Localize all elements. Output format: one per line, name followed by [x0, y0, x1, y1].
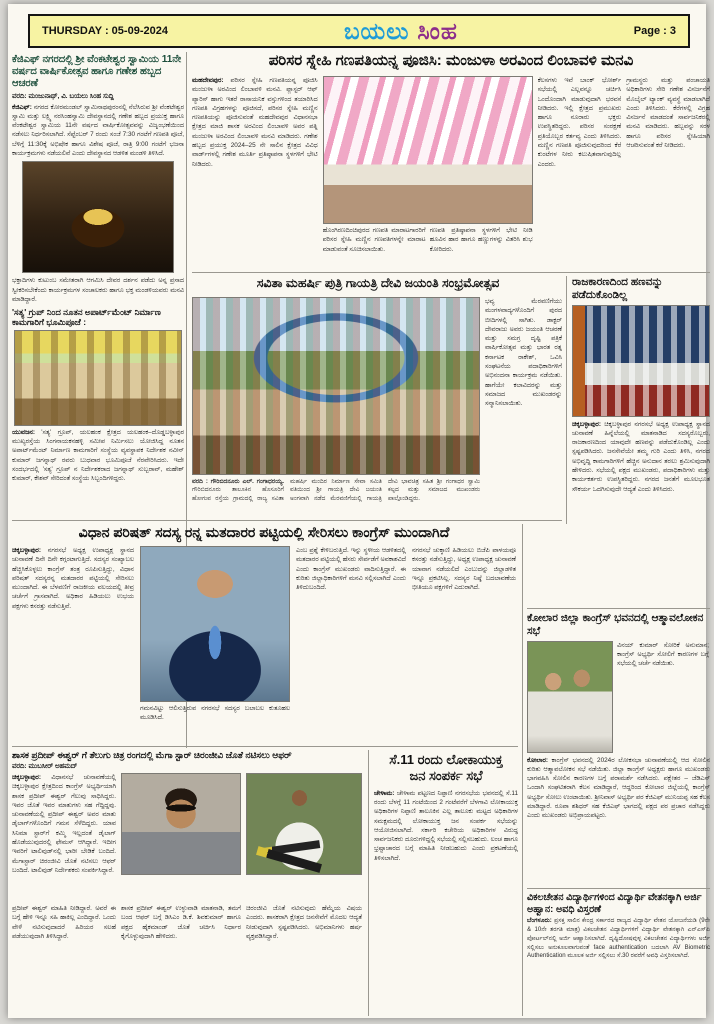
page-number: Page : 3	[633, 25, 676, 37]
article-pradeep-lead: ಚಿಕ್ಕಬಳ್ಳಾಪುರ:	[12, 773, 41, 781]
article-parishat-col1: ಚಿಕ್ಕಬಳ್ಳಾಪುರ: ನಗರಸಭೆ ಅಧ್ಯಕ್ಷ ಉಪಾಧ್ಯಕ್ಷ ಸ್ಥಾನದ ಚುನಾವಣೆ ದಿನೇ ದಿನೇ ಕಗ್ಗಂಟಾಗುತ್ತಿದೆ. ಸದಸ್ಯರ ಸಂಖ್ಯಾಬಲ ಹೆಚ್ಚಿಸಿಕೊಳ್ಳಲು ಕಾಂಗ್ರೆಸ್ ತಂತ್ರ ರೂಪಿಸುತ್ತಿದ್ದು, ವಿಧಾನ ಪರಿಷತ್ ಸದಸ್ಯರನ್ನ ಮತದಾರರ ಪಟ್ಟಿಯಲ್ಲಿ ಸೇರಿಸಲು ಮುಂದಾಗಿದೆ. ಈ ಬೆಳವಣಿಗೆ ರಾಜಕೀಯ ವಲಯದಲ್ಲಿ ತೀವ್ರ ಚರ್ಚೆಗೆ ಗ್ರಾಸವಾಗಿದೆ. ಅಧಿಕಾರ ಹಿಡಿಯಲು ಉಭಯ ಪಕ್ಷಗಳು ಕಸರತ್ತು ನಡೆಸುತ್ತಿವೆ.	[12, 547, 134, 610]
section-rule	[527, 888, 710, 889]
article-ganapati-headline: ಪರಿಸರ ಸ್ನೇಹಿ ಗಣಪತಿಯನ್ನ ಪೂಜಿಸಿ: ಮಂಜುಳಾ ಅರವಿಂದ ಲಿಂಬಾವಳಿ ಮನವಿ	[268, 52, 634, 69]
article-ganapati-col5: ಗ್ರಾಮಸ್ಥರು ಮತ್ತು ಪಂಚಾಯತಿ ಅಧಿಕಾರಿಗಳು ಸೇರಿ ಗಣೇಶ ವಿಸರ್ಜನೆಗೆ ಮೊಬೈಲ್ ಟ್ಯಾಂಕ್ ವ್ಯವಸ್ಥೆ ಮಾಡಲಾಗಿದೆ ಎಂದು ತಿಳಿಸಿದರು. ಕೆರೆಗಳಲ್ಲಿ ವಿಗ್ರಹ ವಿಸರ್ಜನೆ ಮಾಡದಂತೆ ಸಾರ್ವಜನಿಕರಲ್ಲಿ ಮನವಿ ಮಾಡಿದರು. ಹಬ್ಬವನ್ನು ಸರಳ ಹಾಗೂ ಪರಿಸರ ಸ್ನೇಹಿಯಾಗಿ ಆಚರಿಸುವಂತೆ ಕರೆ ನೀಡಿದರು.	[626, 77, 710, 149]
article-vikala-body: ಬೆಂಗಳೂರು: ಪ್ರಸಕ್ತ ಸಾಲಿನ ಕೇಂದ್ರ ಸರ್ಕಾರದ ರಾಜ್ಯದ ವಿದ್ಯಾರ್ಥಿ ವೇತನ ಯೋಜನೆಯಡಿ (9ನೇ & 10ನೇ ತರಗತಿ ಮಾತ್ರ) ವಿಕಲಚೇತನ ವಿದ್ಯಾರ್ಥಿಗಳಿಗೆ ವಿದ್ಯಾರ್ಥಿ ವೇತನಕ್ಕಾಗಿ ಎನ್ಎಸ್‌ಪಿ ಪೋರ್ಟಲ್‌ನಲ್ಲಿ ಅರ್ಜಿ ಆಹ್ವಾನಿಸಲಾಗಿದೆ. ದೃಷ್ಟಿದೋಷವುಳ್ಳ ವಿಕಲಚೇತನ ವಿದ್ಯಾರ್ಥಿಗಳು ಅರ್ಜಿ ಸಲ್ಲಿಸಲು ಅನುಕೂಲವಾಗುವಂತೆ face authentication ಬದಲಾಗಿ AV Biometric Authentication ಮೂಲಕ ಅರ್ಜಿ ಸಲ್ಲಿಸಲು ಸೆ.30 ರವರೆಗೆ ಅವಧಿ ವಿಸ್ತರಿಸಲಾಗಿದೆ.	[527, 917, 710, 960]
newspaper-title-word2: ಸಿಂಹ	[417, 17, 458, 44]
mlc-portrait-photo	[140, 546, 290, 702]
article-ganapati-col1: ಮಹದೇವಪುರ: ಪರಿಸರ ಸ್ನೇಹಿ ಗಣಪತಿಯನ್ನ ಪೂಜಿಸಿ ಮಂಜುಳಾ ಅರವಿಂದ ಲಿಂಬಾವಳಿ ಮನವಿ. ಪ್ಲಾಸ್ಟರ್ ಆಫ್ ಪ್ಯಾರಿಸ್ ಹಾಗು ಇತರೆ ರಾಸಾಯನಿಕ ವಸ್ತುಗಳಿಂದ ತಯಾರಿಸಿದ ಗಣಪತಿ ವಿಗ್ರಹಗಳನ್ನು ಪೂಜಿಸದೆ, ಪರಿಸರ ಸ್ನೇಹಿ ಮಣ್ಣಿನ ಗಣಪತಿಯನ್ನು ಪೂಜಿಸುವಂತೆ ಮಹದೇವಪುರ ವಿಧಾನಸಭಾ ಕ್ಷೇತ್ರದ ಮಾಜಿ ಶಾಸಕ ಅರವಿಂದ ಲಿಂಬಾವಳಿ ಅವರ ಪತ್ನಿ ಮಂಜುಳಾ ಅರವಿಂದ ಲಿಂಬಾವಳಿ ಮನವಿ ಮಾಡಿದರು. ಗಣೇಶ ಹಬ್ಬದ ಪ್ರಯುಕ್ತ 2024–25 ನೇ ಸಾಲಿನ ಕ್ಷೇತ್ರದ ವಿವಿಧ ವಾರ್ಡ್‌ಗಳಲ್ಲಿ ಗಣೇಶ ಮೂರ್ತಿ ಪ್ರತಿಷ್ಠಾಪನಾ ಸ್ಥಳಗಳಿಗೆ ಭೇಟಿ ನೀಡಿದರು.	[192, 77, 318, 168]
section-rule	[12, 746, 518, 747]
article-vikala	[527, 892, 710, 1016]
article-kolara-side: ವಿನಯ್ ಕುಮಾರ್ ಸೋರಿಕೆ ಅನುಮಾನ; ಕಾಂಗ್ರೆಸ್ ಅಭ್ಯರ್ಥಿ ಸೋಲಿಗೆ ಕಾರಣಗಳ ಬಗ್ಗೆ ಸಭೆಯಲ್ಲಿ ಚರ್ಚೆ ನಡೆಯಿತು.	[617, 641, 709, 668]
column-rule	[522, 524, 523, 1016]
newspaper-title-word1: ಬಯಲು	[343, 17, 410, 44]
section-rule	[527, 608, 710, 609]
article-vikala-headline: ವಿಕಲಚೇತನ ವಿದ್ಯಾರ್ಥಿಗಳಿಂದ ವಿದ್ಯಾರ್ಥಿ ವೇತನಕ್ಕಾಗಿ ಅರ್ಜಿ ಅಹ್ವಾನ: ಅವಧಿ ವಿಸ್ತರಣೆ	[527, 892, 702, 915]
article-kgf-body2: ಭಕ್ತಾದಿಗಳು ಕುಟುಂಬ ಸಮೇತರಾಗಿ ಆಗಮಿಸಿ ದೇವರ ದರ್ಶನ ಪಡೆದು ಅನ್ನ ಪ್ರಸಾದ ಸ್ವೀಕರಿಸಬೇಕೆಂದು ಕಾರ್ಯಕ್ರಮಗಳ ಸಂಚಾಲಕರು ಹಾಗೂ ಭಕ್ತ ಮಂಡಳಿಯವರು ಮನವಿ ಮಾಡಿದ್ದಾರೆ.	[12, 277, 184, 303]
bhoomi-pooja-photo	[14, 330, 182, 426]
article-lokayukta-lead: ಚೇಳಾಮ:	[374, 789, 395, 797]
ganesh-event-photo	[323, 76, 533, 224]
article-parishat-body	[12, 546, 516, 744]
section-rule	[12, 520, 562, 521]
article-ganapati-subcol2: ಗಣಪತಿ ಪ್ರತಿಷ್ಠಾಪನಾ ಸ್ಥಳಗಳಿಗೆ ಭೇಟಿ ನೀಡಿ ಹೂವಿನ ಹಾರ ಹಾಗೂ ಹಣ್ಣುಗಳನ್ನು ವಿತರಿಸಿ ಶುಭ ಕೋರಿದರು.	[429, 227, 533, 253]
article-pradeep-headline: ಶಾಸಕ ಪ್ರದೀಪ್ ಈಶ್ವರ್ ಗೆ ತೆಲುಗು ಚಿತ್ರ ರಂಗದಲ್ಲಿ ಮೆಗಾ ಸ್ಟಾರ್ ಚಿರಂಜೀವಿ ಜೊತೆ ನಟಿಸಲು ಆಫರ್	[12, 750, 292, 760]
article-rajakarana-headline: ರಾಜಕಾರಣದಿಂದ ಹಣವನ್ನು ಪಡೆದುಕೊಂಡಿಲ್ಲ	[572, 276, 663, 301]
article-pradeep-byline: ವರದಿ: ಮುಬಸೀರ್ ಅಹಮದ್	[12, 762, 78, 770]
article-ganapati-lead: ಮಹದೇವಪುರ:	[192, 77, 224, 84]
article-kgf-temple	[12, 54, 184, 518]
column-rule	[368, 750, 369, 1016]
article-rajakarana-body: ಚಿಕ್ಕಬಳ್ಳಾಪುರ: ಚಿಕ್ಕಬಳ್ಳಾಪುರ ನಗರಸಭೆ ಅಧ್ಯಕ್ಷ ಉಪಾಧ್ಯಕ್ಷ ಸ್ಥಾನದ ಚುನಾವಣೆ ಹಿನ್ನೆಲೆಯಲ್ಲಿ ಮಾತನಾಡಿದ ಸದಸ್ಯರೊಬ್ಬರು, ರಾಜಕಾರಣದಿಂದ ಯಾವುದೇ ಹಣವನ್ನು ಪಡೆದುಕೊಂಡಿಲ್ಲ ಎಂದು ಸ್ಪಷ್ಟಪಡಿಸಿದರು. ಜನಸೇವೆಯೇ ತಮ್ಮ ಗುರಿ ಎಂದು ತಿಳಿಸಿ, ನಗರದ ಅಭಿವೃದ್ಧಿ ಕಾಮಗಾರಿಗಳಿಗೆ ಹೆಚ್ಚಿನ ಅನುದಾನ ತರಲು ಶ್ರಮಿಸುವುದಾಗಿ ಹೇಳಿದರು. ಸಭೆಯಲ್ಲಿ ಪಕ್ಷದ ಮುಖಂಡರು, ಪದಾಧಿಕಾರಿಗಳು ಮತ್ತು ಕಾರ್ಯಕರ್ತರು ಉಪಸ್ಥಿತರಿದ್ದರು. ನಗರದ ಜನತೆಗೆ ಮೂಲಭೂತ ಸೌಕರ್ಯ ಒದಗಿಸುವುದೇ ಆದ್ಯತೆ ಎಂದು ತಿಳಿಸಿದರು.	[572, 420, 710, 493]
article-parishat-headline: ವಿಧಾನ ಪರಿಷತ್ ಸದಸ್ಯ ರನ್ನ ಮತದಾರರ ಪಟ್ಟಿಯಲ್ಲಿ ಸೇರಿಸಲು ಕಾಂಗ್ರೆಸ್ ಮುಂದಾಗಿದೆ	[78, 524, 450, 540]
article-kolara-body: ಕೋಲಾರ: ಕಾಂಗ್ರೆಸ್ ಭವನದಲ್ಲಿ 2024ರ ಲೋಕಸಭಾ ಚುನಾವಣೆಯಲ್ಲಿ ಆದ ಸೋಲಿನ ಕುರಿತು ಆತ್ಮಾವಲೋಕನ ಸಭೆ ನಡೆಯಿತು. ಜಿಲ್ಲಾ ಕಾಂಗ್ರೆಸ್ ಅಧ್ಯಕ್ಷರು ಹಾಗೂ ಮುಖಂಡರು ಭಾಗವಹಿಸಿ ಸೋಲಿನ ಕಾರಣಗಳ ಬಗ್ಗೆ ಪರಾಮರ್ಶೆ ನಡೆಸಿದರು. ಪಕ್ಷೇತರ – ಜೆಡಿಎಸ್ ಒಂದಾಗಿ ಸಂಘಟಿತರಾಗಿ ಕೆಲಸ ಮಾಡಿದ್ದಾರೆ, ಆದ್ದರಿಂದ ಕೋಲಾರ ಜಿಲ್ಲೆಯಲ್ಲಿ ಕಾಂಗ್ರೆಸ್ ಅಭ್ಯರ್ಥಿ ಸೋಲು ಉಂಟಾಯಿತು. ಶ್ರೀನಿವಾಸ್ ಅಭ್ಯರ್ಥಿ ಪರ ಕೆಜಿಎಫ್ ಮುನಿಯಪ್ಪ ಸಹ ಕೆಲಸ ಮಾಡಿದ್ದಾರೆ. ರೂಪಾ ಶಶಿಧರ್ ಸಹ ಕೆಜಿಎಫ್ ಭಾಗದಲ್ಲಿ ಪಕ್ಷದ ಪರ ಪ್ರಚಾರ ನಡೆಸಿದ್ದರು ಎಂದು ಮುಖಂಡರು ಅಭಿಪ್ರಾಯಪಟ್ಟರು.	[527, 756, 710, 820]
article-pradeep	[12, 750, 364, 1016]
article-rajakarana-lead: ಚಿಕ್ಕಬಳ್ಳಾಪುರ:	[572, 420, 601, 428]
article-ganapati-center	[323, 76, 533, 270]
article-parishat-photo-col	[140, 546, 290, 744]
article-satya-body: ಯುವಜನ: 'ಸತ್ಯ' ಗ್ರೂಪ್, ಯಲಹಂಕ ಕ್ಷೇತ್ರದ ಯಲಹಂಕ–ದೊಡ್ಡಬಳ್ಳಾಪುರ ಮುಖ್ಯರಸ್ತೆಯ ಸಿಂಗನಾಯಕನಹಳ್ಳಿ ಸಮೀಪ ನಿರ್ಮಿಸಲು ಯೋಜಿಸಿದ್ದ ನೂತನ ಅಪಾರ್ಟ್‌ಮೆಂಟ್ ನಿರ್ಮಾಣ ಕಾಮಗಾರಿಗೆ ಸಂಸ್ಥೆಯ ವ್ಯವಸ್ಥಾಪಕ ನಿರ್ದೇಶಕ ನವೀನ್ ಕುಮಾರ್ ಜಗನ್ನಾಥ್ ರವರು ಬುಧವಾರ ಭೂಮಿಪೂಜೆ ನೆರವೇರಿಸಿದರು. ಇದೇ ಸಂದರ್ಭದಲ್ಲಿ 'ಸತ್ಯ' ಗ್ರೂಪ್ ನ ನಿರ್ದೇಶಕರಾದ ಜಗನ್ನಾಥ್ ಸುಬ್ಬರಾವ್, ಮಹೇಶ್ ಕುಮಾರ್, ಕೇಶವ್ ಸೇರಿದಂತೆ ಸಂಸ್ಥೆಯ ಸಿಬ್ಬಂದಿಗಳಿದ್ದರು.	[12, 428, 184, 483]
congress-office-photo	[527, 641, 613, 753]
meeting-dais-photo	[572, 305, 710, 417]
article-pradeep-col3: ಶಾಸಕ ಪ್ರದೀಪ್ ಈಶ್ವರ್ ಉಳ್ಳುವಾಡಿ ಮಾತನಾಡಿ, ತಮಗೆ ಬಂದ ಆಫರ್ ಬಗ್ಗೆ ಡಿಸಿಎಂ ಡಿ.ಕೆ. ಶಿವಕುಮಾರ್ ಹಾಗೂ ಪಕ್ಷದ ಹೈಕಮಾಂಡ್ ಜೊತೆ ಚರ್ಚಿಸಿ ನಿರ್ಧಾರ ಕೈಗೊಳ್ಳುವುದಾಗಿ ಹೇಳಿದರು.	[121, 904, 241, 940]
article-satya-lead: ಯುವಜನ:	[12, 428, 35, 436]
article-parishat-lead: ಚಿಕ್ಕಬಳ್ಳಾಪುರ:	[12, 547, 41, 554]
deity-idol-photo	[22, 161, 174, 273]
edition-date: THURSDAY : 05-09-2024	[42, 25, 168, 37]
article-lokayukta	[374, 752, 518, 1016]
article-pradeep-col4: ಚಿರಂಜೀವಿ ಜೊತೆ ನಟಿಸುವುದು ಹೆಮ್ಮೆಯ ವಿಷಯ ಎಂದರು. ಶಾಸಕರಾಗಿ ಕ್ಷೇತ್ರದ ಜನಸೇವೆಗೆ ಮೊದಲ ಆದ್ಯತೆ ನೀಡುವುದಾಗಿ ಸ್ಪಷ್ಟಪಡಿಸಿದರು. ಅಭಿಮಾನಿಗಳು ಹರ್ಷ ವ್ಯಕ್ತಪಡಿಸಿದ್ದಾರೆ.	[246, 904, 362, 940]
article-lokayukta-headline: ಸೆ.11 ರಂದು ಲೋಕಾಯುಕ್ತ ಜನ ಸಂಪರ್ಕ ಸಭೆ	[389, 752, 503, 783]
article-parishat-col2: ಗಮನವಿಟ್ಟು ಆಲಿಸುತ್ತಿರುವ ನಗರಸಭೆ ಸದಸ್ಯರ ಬಲಾಬಲ ಕುತೂಹಲ ಮೂಡಿಸಿದೆ.	[140, 705, 290, 722]
article-savita-caption-lead: ವರದಿ : ಗೌರಿಬಿದನೂರು ಎಲ್. ಗಂಗಾಧರಯ್ಯ.	[192, 479, 284, 485]
article-parishat-col3: ಎಂಬ ಪ್ರಶ್ನೆ ಕೇಳಿಬರುತ್ತಿದೆ. ಇನ್ನು ಸ್ಥಳೀಯ ಆಡಳಿತದಲ್ಲಿ ಮತದಾರರ ಪಟ್ಟಿಯಲ್ಲಿ ಹೆಸರು ಸೇರ್ಪಡೆಗೆ ಅವಕಾಶವಿದೆ ಎಂದು ಕಾಂಗ್ರೆಸ್ ಮುಖಂಡರು ವಾದಿಸುತ್ತಿದ್ದಾರೆ. ಈ ಕುರಿತು ಜಿಲ್ಲಾಧಿಕಾರಿಗಳಿಗೆ ಮನವಿ ಸಲ್ಲಿಸಲಾಗಿದೆ ಎಂದು ತಿಳಿದುಬಂದಿದೆ.	[296, 547, 406, 592]
section-rule	[192, 272, 710, 273]
article-ganapati-subcol1: ಹೊಂಗಿರಣದಿಂಚಿಪುರದ ಗಣಪತಿ ಮಾರಾಟಗಾರರಿಗೆ ಪರಿಸರ ಸ್ನೇಹಿ ಮಣ್ಣಿನ ಗಣಪತಿಗಳನ್ನೇ ಮಾರಾಟ ಮಾಡುವಂತೆ ಸೂಚಿಸಲಾಯಿತು.	[322, 227, 426, 253]
article-kgf-headline: ಕೆಜಿಎಫ್ ನಗರದಲ್ಲಿ ಶ್ರೀ ವೆಂಕಟೇಶ್ವರ ಸ್ವಾಮಿಯ 11ನೇ ವರ್ಷದ ವಾರ್ಷಿಕೋತ್ಸವ ಹಾಗೂ ಗಣೇಶ ಹಬ್ಬದ ಆಚರಣೆ	[12, 54, 182, 90]
article-kolara	[527, 612, 710, 884]
article-savita-caption: ವರದಿ : ಗೌರಿಬಿದನೂರು ಎಲ್. ಗಂಗಾಧರಯ್ಯ. ಗೌರಿಬಿದನೂರು ತಾಲೂಕಿನ ಹೊಸೂರಿಗೆ ಹೋಗುವ ರಸ್ತೆಯ ಗ್ರಾಮದಲ್ಲಿ ರಾಜ್ಯ ಸವಿತಾ ಮಹರ್ಷಿ ಮಂದಿರ ನಿರ್ಮಾಣ ಸೇವಾ ಸಮಿತಿ ವತಿಯಿಂದ ಶ್ರೀ ಗಾಯತ್ರಿ ದೇವಿ ಜಯಂತಿ ಅಂಗವಾಗಿ ನಡೆದ ಮೆರವಣಿಗೆಯಲ್ಲಿ ಗಾಯತ್ರಿ ದೇವಿ ಭಾವಚಿತ್ರ ಸಹಿತ ಶ್ರೀ ಗಂಗಾಧರ ಸ್ವಾಮಿ ಕಲ್ಪದ ಮತ್ತು ಸಮಾಜದ ಮುಖಂಡರು ಪಾಲ್ಗೊಂಡಿದ್ದರು.	[192, 479, 480, 502]
masthead-banner	[28, 14, 690, 48]
article-savita-headline: ಸವಿತಾ ಮಹರ್ಷಿ ಪುತ್ರಿ ಗಾಯತ್ರಿ ದೇವಿ ಜಯಂತಿ ಸಂಭ್ರಮೋತ್ಸವ	[256, 276, 500, 290]
newspaper-page	[8, 4, 710, 1018]
article-kolara-headline: ಕೋಲಾರ ಜಿಲ್ಲಾ ಕಾಂಗ್ರೆಸ್ ಭವನದಲ್ಲಿ ಆತ್ಮಾವಲೋಕನ ಸಭೆ	[527, 612, 704, 637]
mla-speaking-photo	[246, 773, 362, 875]
article-rajakarana	[572, 276, 710, 606]
article-kgf-body: ಕೆಜಿಎಫ್: ನಗರದ ಕೋರಮಂಡಲ್ ಸ್ವಾಮಿನಾಥಪುರಂನಲ್ಲಿ ನೆಲೆಸಿರುವ ಶ್ರೀ ವೆಂಕಟೇಶ್ವರ ಸ್ವಾಮಿ ಮತ್ತು ಲಕ್ಷ್ಮಿ ನರಸಿಂಹಸ್ವಾಮಿ ದೇವಸ್ಥಾನದಲ್ಲಿ ಗಣೇಶ ಹಬ್ಬದ ಪ್ರಯುಕ್ತ ಹಾಗೂ ವೆಂಕಟೇಶ್ವರ ಸ್ವಾಮಿಯ 11ನೇ ವರ್ಷದ ವಾರ್ಷಿಕೋತ್ಸವವನ್ನು ವಿಜೃಂಭಣೆಯಿಂದ ನಡೆಸಲು ನಿರ್ಧರಿಸಲಾಗಿದೆ. ಸೆಪ್ಟೆಂಬರ್ 7 ರಂದು ಸಂಜೆ 7:30 ಗಂಟೆಗೆ ಗಣಪತಿ ಪೂಜೆ, ಬೆಳಿಗ್ಗೆ 11:30ಕ್ಕೆ ಅಭಿಷೇಕ ಹಾಗೂ ವಿಶೇಷ ಪೂಜೆ, ರಾತ್ರಿ 9:00 ಗಂಟೆಗೆ ಭಜನಾ ಕಾರ್ಯಕ್ರಮಗಳು ನಡೆಯಲಿವೆ ಎಂದು ದೇವಸ್ಥಾನದ ಆಡಳಿತ ಮಂಡಳಿ ತಿಳಿಸಿದೆ.	[12, 103, 184, 157]
article-lokayukta-body: ಚೇಳಾಮ: ಚೇಳಾಮ ಪಟ್ಟಣದ ನಿಪ್ಪಾಣಿ ನಗರಸಭೆಯ ಭವನದಲ್ಲಿ ಸೆ.11 ರಂದು ಬೆಳಗ್ಗೆ 11 ಗಂಟೆಯಿಂದ 2 ಗಂಟೆವರೆಗೆ ಬೆಳಗಾವಿ ಲೋಕಾಯುಕ್ತ ಅಧಿಕಾರಿಗಳ ನಿಪ್ಪಾಣಿ ತಾಲೂಕಿನ ಎಲ್ಲ ತಾಲೂಕು ಮಟ್ಟದ ಅಧಿಕಾರಿಗಳ ಸಮಕ್ಷಮದಲ್ಲಿ ಲೋಕಾಯುಕ್ತ ಜನ ಸಂಪರ್ಕ ಸಭೆಯನ್ನು ಆಯೋಜಿಸಲಾಗಿದೆ. ಸರ್ಕಾರಿ ಕಚೇರಿಯ ಅಧಿಕಾರಿಗಳ ವಿರುದ್ಧ ಸಾರ್ವಜನಿಕರು ದೂರುಗಳಿದ್ದಲ್ಲಿ ಸಭೆಯಲ್ಲಿ ಸಲ್ಲಿಸಬಹುದು. ಲಂಚ ಹಾಗೂ ಭ್ರಷ್ಟಾಚಾರದ ಬಗ್ಗೆ ಮಾಹಿತಿ ನೀಡಬಹುದು ಎಂದು ಪ್ರಕಟಣೆಯಲ್ಲಿ ತಿಳಿಸಲಾಗಿದೆ.	[374, 789, 518, 862]
article-savita-side: ಭವ್ಯ ಮೆರವಣಿಗೆಯು ಮಂಗಳವಾದ್ಯಗಳೊಂದಿಗೆ ಪುರದ ಬೀದಿಗಳಲ್ಲಿ ಸಾಗಿತು. ಡಾಕ್ಟರ್ ದೇವರಾಜು ಅವರು ಜಯಂತಿ ಆಚರಣೆ ಮತ್ತು ಸಮಗ್ರ ದೃಷ್ಟಿ ಪತ್ರಿಕೆ ವಾರ್ಷಿಕೋತ್ಸವ ಮತ್ತು ಭಾರತ ರತ್ನ ಕರ್ನಾಟಕ ರಾಕೇಶ್, ಒವಿಸಿ ಸಂಘಟನೆಯ ಪದಾಧಿಕಾರಿಗಳಿಗೆ ಅಭಿನಂದನಾ ಕಾರ್ಯಕ್ರಮ ನಡೆಯಿತು. ಹಾಗೆಯೇ ಕಲಾವಿದರನ್ನು ಮತ್ತು ಸಮಾಜದ ಮುಖಂಡರನ್ನು ಸನ್ಮಾನಿಸಲಾಯಿತು.	[485, 298, 562, 408]
article-parishat-col4: ನಗರಸಭೆ ಚುಕ್ಕಾಣಿ ಹಿಡಿಯಲು ಬಿಜೆಪಿ ಪಾಳಯವೂ ಕಸರತ್ತು ನಡೆಸುತ್ತಿದ್ದು, ಅಧ್ಯಕ್ಷ ಉಪಾಧ್ಯಕ್ಷ ಚುನಾವಣೆ ಯಾವಾಗ ನಡೆಯಲಿದೆ ಎಂಬುದನ್ನು ಜಿಲ್ಲಾಡಳಿತ ಇನ್ನೂ ಪ್ರಕಟಿಸಿಲ್ಲ. ಸದಸ್ಯರ ನಿಷ್ಠೆ ಬದಲಾವಣೆಯ ಭೀತಿಯೂ ಪಕ್ಷಗಳಿಗೆ ಎದುರಾಗಿದೆ.	[412, 547, 516, 592]
procession-arch-photo	[192, 297, 480, 475]
article-kolara-lead: ಕೋಲಾರ:	[527, 756, 548, 764]
chiranjeevi-photo	[121, 773, 241, 875]
article-kgf-lead: ಕೆಜಿಎಫ್:	[12, 103, 32, 111]
article-pradeep-col2: ಪ್ರದೀಪ್ ಈಶ್ವರ್ ಮಾಹಿತಿ ನೀಡಿದ್ದಾರೆ. ಅವರೆ ಈ ಬಗ್ಗೆ ಹೇಳಿ ಇನ್ನೂ ಸಹಿ ಹಾಕಿಲ್ಲ ಎಂದಿದ್ದಾರೆ. ಒಂದು ವೇಳೆ ನಟಿಸುವುದಾದರೆ ಹಿರಿಯರ ಸಲಹೆ ಪಡೆಯುವುದಾಗಿ ತಿಳಿಸಿದ್ದಾರೆ.	[12, 904, 116, 940]
column-rule	[566, 276, 567, 524]
newspaper-title	[344, 18, 458, 45]
article-ganapati-body	[192, 76, 710, 270]
article-ganapati-col4: ಕೆಲಸಗಳು ಇವೆ ಬಾಂಕ್ ಭೋರ್ಶ್ ಸಭೆಯಲ್ಲಿ ಎಲ್ಲವನ್ನೂ ಚರ್ಚಿಸಿ ಒಂದೊಂದಾಗಿ ಮಾಡುವುದಾಗಿ ಭರವಸೆ ನೀಡಿದರು. ಇಲ್ಲಿ ಕ್ಷೇತ್ರದ ಪ್ರಮುಖರು ಹಾಗೂ ನೂರಾರು ಭಕ್ತರು ಉಪಸ್ಥಿತರಿದ್ದರು. ಪರಿಸರ ಸಂರಕ್ಷಣೆ ಪ್ರತಿಯೊಬ್ಬರ ಕರ್ತವ್ಯ ಎಂದು ತಿಳಿಸಿದರು. ಮಣ್ಣಿನ ಗಣಪತಿ ಪೂಜಿಸುವುದರಿಂದ ಕೆರೆ ಕುಂಟೆಗಳ ನೀರು ಕಲುಷಿತವಾಗುವುದಿಲ್ಲ ಎಂದರು.	[537, 77, 622, 168]
article-pradeep-col1: ಚಿಕ್ಕಬಳ್ಳಾಪುರ: ವಿಧಾನಸಭೆ ಚುನಾವಣೆಯಲ್ಲಿ ಚಿಕ್ಕಬಳ್ಳಾಪುರ ಕ್ಷೇತ್ರದಿಂದ ಕಾಂಗ್ರೆಸ್ ಅಭ್ಯರ್ಥಿಯಾಗಿ ಶಾಸಕ ಪ್ರದೀಪ್ ಈಶ್ವರ್ ಗೆಲುವು ಸಾಧಿಸಿದ್ದರು. ಇವರ ಜೊತೆ ಇವರ ಮಾತುಗಳು ಸಹ ಗೆದ್ದಿದ್ದವು. ಚುನಾವಣೆಯಲ್ಲಿ ಪ್ರದೀಪ್ ಈಶ್ವರ್ ಅವರ ಮಾತು ಡೈಲಾಗ್‌ಗಳೊಂದಿಗೆ ಗಮನ ಸೆಳೆದಿದ್ದರು. ಯಾವ ಸಿನಿಮಾ ಸ್ಟಾರ್‌ಗೆ ಕಮ್ಮಿ ಇಲ್ಲದಂತೆ ಡೈಲಾಗ್ ಹೊಡೆಯುವುದರಲ್ಲಿ ಫೇಮಸ್ ಆಗಿದ್ದಾರೆ. ಇದೀಗ ಇವರಿಗೆ ಟಾಲಿವುಡ್‌ನಲ್ಲಿ ಭಾರೀ ಬೇಡಿಕೆ ಬಂದಿದೆ. ಮೆಗಾಸ್ಟಾರ್ ಚಿರಂಜೀವಿ ಜೊತೆ ನಟಿಸಲು ಆಫರ್ ಬಂದಿದೆ. ಟಾಲಿವುಡ್ ನಿರ್ದೇಶಕರು ಸಂಪರ್ಕಿಸಿದ್ದಾರೆ.	[12, 773, 116, 874]
article-satya-subheadline: 'ಸತ್ಯ' ಗ್ರುಪ್ ನಿಂದ ನೂತನ ಅಪಾರ್ಟ್‌ಮೆಂಟ್ ನಿರ್ಮಾಣ ಕಾಮಗಾರಿಗೆ ಭೂಮಿಪೂಜೆ :	[12, 307, 161, 328]
article-vikala-lead: ಬೆಂಗಳೂರು:	[527, 917, 552, 925]
article-kgf-byline: ವರದಿ: ಮಂಜುನಾಥ್, ವಿ. ಬಯಲು ಸಿಂಹ ಸುದ್ದಿ	[12, 92, 114, 100]
